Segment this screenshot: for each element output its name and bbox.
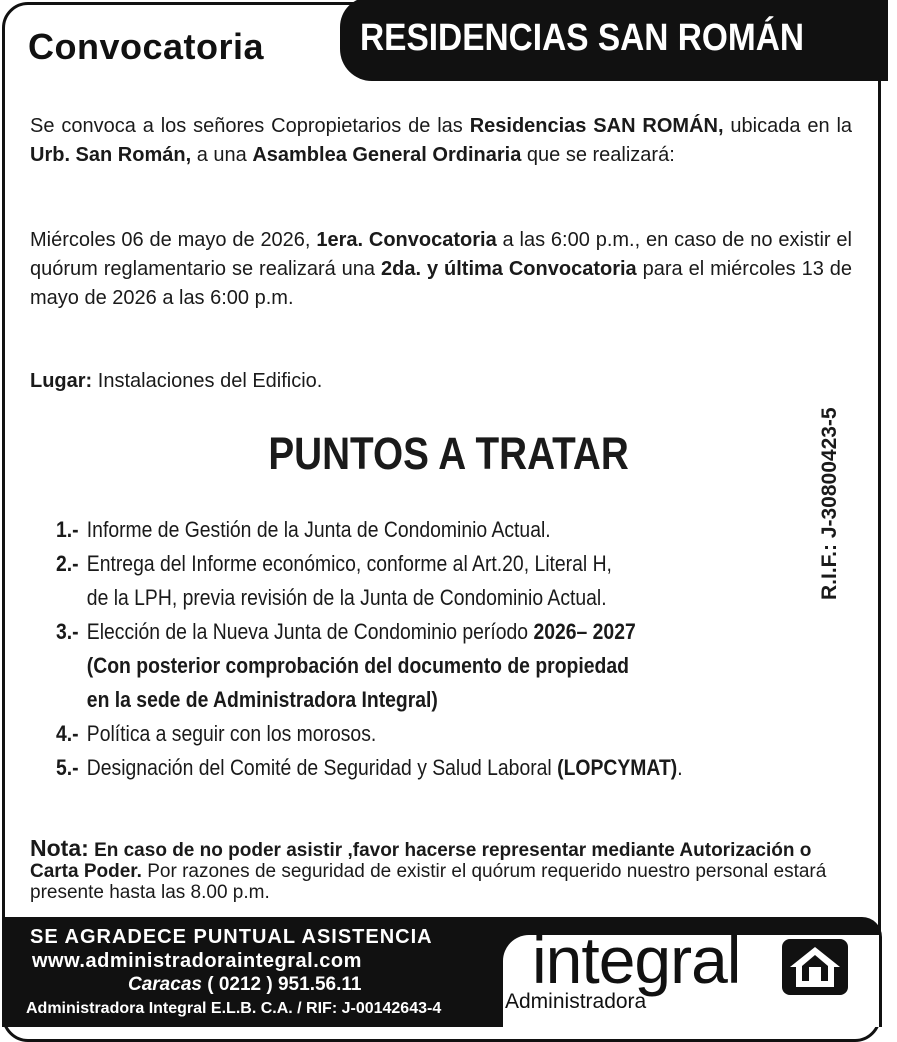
logo-subtitle: Administradora [505, 990, 647, 1013]
footer-legal: Administradora Integral E.L.B. C.A. / RIF: J-00142643-4 [26, 1000, 442, 1017]
title-banner [340, 0, 888, 81]
list-item: 3.- Elección de la Nueva Junta de Condominio período 2026– 2027 [56, 619, 636, 644]
list-item-continuation: de la LPH, previa revisión de la Junta de Condominio Actual. [86, 585, 607, 610]
list-item: 1.- Informe de Gestión de la Junta de Condominio Actual. [56, 517, 551, 542]
list-item: 4.- Política a seguir con los morosos. [56, 721, 377, 746]
schedule-paragraph: Miércoles 06 de mayo de 2026, 1era. Convocatoria a las 6:00 p.m., en caso de no existir el quórum reglamentario se realizará una 2da. y última Convocatoria para el miércoles 13 de mayo de 2026 a las 6:00 p.m. [30, 229, 853, 309]
note-bold-text: En caso de no poder asistir ,favor hacerse representar mediante Autorización o Carta Poder. [30, 840, 812, 882]
footer-website[interactable]: www.administradoraintegral.com [32, 950, 362, 972]
note-label: Nota: [30, 835, 89, 861]
agenda-list [56, 513, 816, 785]
list-item-continuation: en la sede de Administradora Integral) [86, 687, 438, 712]
note-block [30, 835, 860, 903]
house-logo-icon [780, 937, 850, 997]
building-name: RESIDENCIAS SAN ROMÁN [360, 17, 805, 59]
agenda-heading: PUNTOS A TRATAR [268, 428, 629, 479]
note-text: Por razones de seguridad de existir el quórum requerido nuestro personal estará presente hasta las 8.00 p.m. [30, 861, 827, 903]
footer-thanks: SE AGRADECE PUNTUAL ASISTENCIA [30, 926, 433, 948]
rif-vertical: R.I.F.: J-30800423-5 [818, 407, 841, 600]
place-line [30, 367, 852, 396]
list-item: 2.- Entrega del Informe económico, conforme al Art.20, Literal H, [56, 551, 612, 576]
title-convocatoria: Convocatoria [28, 26, 265, 67]
place-label: Lugar: [30, 370, 93, 392]
intro-paragraph: Se convoca a los señores Copropietarios de las Residencias SAN ROMÁN, ubicada en la Urb. San Román, a una Asamblea General Ordinaria que se realizará: [30, 115, 853, 166]
footer-phone: Caracas ( 0212 ) 951.56.11 [128, 974, 362, 995]
list-item-continuation: (Con posterior comprobación del documento de propiedad [86, 653, 629, 678]
place-value: Instalaciones del Edificio. [97, 370, 323, 392]
logo-word: integral [532, 923, 741, 997]
list-item: 5.- Designación del Comité de Seguridad y Salud Laboral (LOPCYMAT). [56, 755, 683, 780]
